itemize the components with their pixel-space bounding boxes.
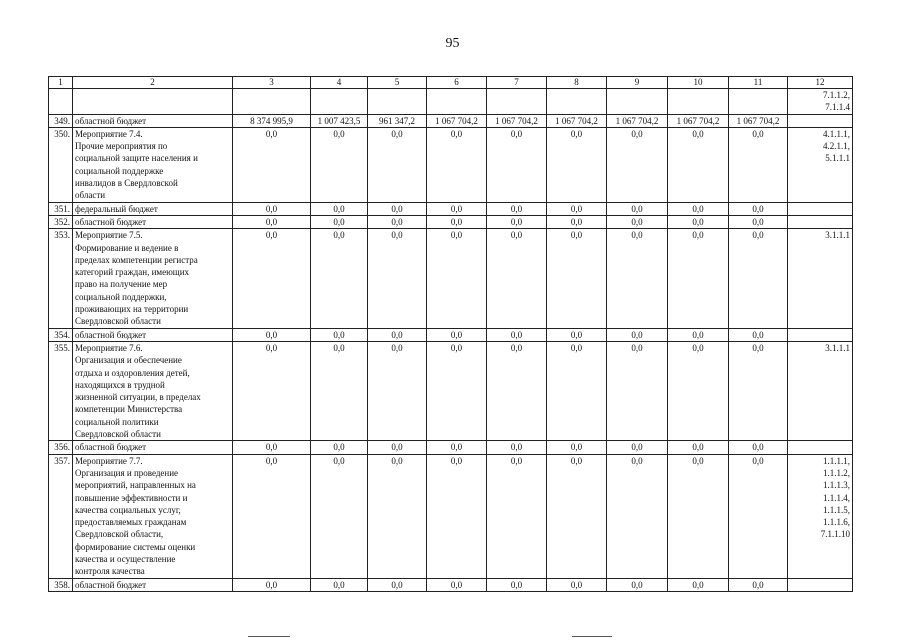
target-ref-line: 1.1.1.6, (823, 517, 850, 528)
header-cell: 1 (49, 77, 73, 89)
value-cell: 0,0 (233, 229, 311, 328)
row-name-line: контроля качества (75, 566, 145, 577)
table-row (49, 441, 853, 454)
value-cell: 0,0 (311, 328, 368, 341)
table-row (49, 328, 853, 341)
value-cell (607, 89, 668, 115)
row-name-line: Мероприятие 7.4. (75, 128, 143, 139)
row-number: 356. (49, 441, 73, 454)
value-cell: 0,0 (607, 341, 668, 440)
value-cell: 0,0 (607, 578, 668, 591)
row-name-line: категорий граждан, имеющих (75, 267, 190, 278)
target-refs (788, 127, 853, 202)
value-cell: 0,0 (233, 328, 311, 341)
row-number: 351. (49, 202, 73, 215)
target-ref-line: 1.1.1.2, (823, 467, 850, 478)
row-number: 352. (49, 215, 73, 228)
row-name-line: компетенции Министерства (75, 404, 183, 415)
row-name-line: областной бюджет (75, 216, 147, 227)
value-cell: 0,0 (668, 127, 729, 202)
value-cell: 1 067 704,2 (487, 114, 547, 127)
target-refs (788, 114, 853, 127)
row-number: 349. (49, 114, 73, 127)
header-cell: 8 (547, 77, 607, 89)
value-cell: 0,0 (368, 202, 427, 215)
row-name (73, 341, 233, 440)
value-cell: 0,0 (668, 202, 729, 215)
footer-rule-left (248, 636, 290, 637)
target-ref-line: 7.1.1.2, (823, 90, 850, 100)
value-cell (427, 89, 487, 115)
row-name-line: отдыха и оздоровления детей, (75, 367, 190, 378)
row-name-line: жизненной ситуации, в пределах (75, 392, 201, 403)
value-cell: 0,0 (427, 215, 487, 228)
value-cell (729, 89, 788, 115)
value-cell: 0,0 (547, 441, 607, 454)
value-cell: 0,0 (668, 441, 729, 454)
target-refs (788, 328, 853, 341)
row-name-line: Свердловской области (75, 429, 161, 440)
header-cell: 3 (233, 77, 311, 89)
table-row (49, 341, 853, 440)
target-ref-line: 4.2.1.1, (823, 141, 850, 152)
value-cell: 1 067 704,2 (547, 114, 607, 127)
row-name-line: Мероприятие 7.5. (75, 230, 143, 241)
row-number (49, 89, 73, 115)
value-cell: 0,0 (487, 328, 547, 341)
row-name-line: инвалидов в Свердловской (75, 178, 178, 189)
value-cell: 0,0 (607, 454, 668, 578)
value-cell: 0,0 (487, 127, 547, 202)
row-name-line: Организация и обеспечение (75, 355, 182, 366)
header-cell: 6 (427, 77, 487, 89)
row-name-line: федеральный бюджет (75, 203, 158, 214)
value-cell: 0,0 (729, 328, 788, 341)
row-name-line: проживающих на территории (75, 304, 189, 315)
value-cell: 0,0 (668, 341, 729, 440)
row-name (73, 215, 233, 228)
target-ref-line: 7.1.1.10 (820, 529, 850, 540)
target-refs (788, 202, 853, 215)
value-cell: 0,0 (487, 215, 547, 228)
row-name (73, 127, 233, 202)
header-cell: 4 (311, 77, 368, 89)
value-cell: 0,0 (368, 328, 427, 341)
header-cell: 11 (729, 77, 788, 89)
value-cell: 0,0 (668, 328, 729, 341)
value-cell: 0,0 (427, 328, 487, 341)
row-name-line: качества и осуществление (75, 553, 176, 564)
target-refs (788, 454, 853, 578)
value-cell: 0,0 (729, 127, 788, 202)
row-name-line: Свердловской области, (75, 529, 164, 540)
row-name (73, 454, 233, 578)
row-name-line: качества социальных услуг, (75, 504, 181, 515)
target-ref-line: 1.1.1.4, (823, 492, 850, 503)
value-cell: 0,0 (311, 341, 368, 440)
value-cell: 0,0 (607, 215, 668, 228)
value-cell: 0,0 (547, 127, 607, 202)
row-name (73, 328, 233, 341)
value-cell: 1 067 704,2 (427, 114, 487, 127)
header-cell: 2 (73, 77, 233, 89)
value-cell: 0,0 (487, 202, 547, 215)
value-cell: 0,0 (729, 341, 788, 440)
row-name (73, 202, 233, 215)
row-number: 357. (49, 454, 73, 578)
row-number: 353. (49, 229, 73, 328)
value-cell: 0,0 (233, 202, 311, 215)
value-cell: 0,0 (607, 328, 668, 341)
value-cell: 0,0 (368, 127, 427, 202)
value-cell: 0,0 (311, 229, 368, 328)
row-name-line: Мероприятие 7.6. (75, 342, 143, 353)
value-cell: 0,0 (607, 441, 668, 454)
value-cell: 0,0 (233, 341, 311, 440)
value-cell: 0,0 (368, 215, 427, 228)
table-body (49, 89, 853, 592)
row-name-line: находящихся в трудной (75, 379, 165, 390)
row-number: 358. (49, 578, 73, 591)
value-cell (311, 89, 368, 115)
target-refs (788, 441, 853, 454)
value-cell: 0,0 (729, 215, 788, 228)
value-cell: 0,0 (368, 229, 427, 328)
row-name (73, 441, 233, 454)
value-cell: 0,0 (729, 454, 788, 578)
row-name-line: областной бюджет (75, 115, 147, 126)
value-cell: 0,0 (487, 454, 547, 578)
value-cell: 0,0 (729, 202, 788, 215)
value-cell: 0,0 (607, 202, 668, 215)
row-name-line: социальной поддержки, (75, 291, 167, 302)
table-row (49, 578, 853, 591)
value-cell: 0,0 (311, 578, 368, 591)
row-name-line: предоставляемых гражданам (75, 517, 187, 528)
row-name-line: пределах компетенции регистра (75, 254, 198, 265)
row-name-line: формирование системы оценки (75, 541, 196, 552)
target-ref-line: 7.1.1.4 (825, 102, 850, 113)
value-cell: 8 374 995,9 (233, 114, 311, 127)
value-cell: 0,0 (668, 215, 729, 228)
row-name (73, 578, 233, 591)
row-name-line: Прочие мероприятия по (75, 141, 168, 152)
table-row (49, 215, 853, 228)
value-cell: 0,0 (427, 229, 487, 328)
target-refs (788, 215, 853, 228)
value-cell: 0,0 (668, 454, 729, 578)
row-name-line: областной бюджет (75, 442, 147, 453)
value-cell: 0,0 (311, 454, 368, 578)
table-row (49, 127, 853, 202)
value-cell: 0,0 (427, 127, 487, 202)
value-cell: 0,0 (368, 441, 427, 454)
value-cell: 0,0 (427, 578, 487, 591)
table-row (49, 89, 853, 115)
value-cell: 0,0 (368, 578, 427, 591)
row-name-line: социальной политики (75, 416, 159, 427)
value-cell: 0,0 (729, 229, 788, 328)
value-cell: 0,0 (607, 127, 668, 202)
budget-table (48, 76, 853, 592)
row-name-line: повышение эффективности и (75, 492, 188, 503)
row-name-line: областной бюджет (75, 579, 147, 590)
value-cell: 1 067 704,2 (729, 114, 788, 127)
value-cell: 0,0 (487, 441, 547, 454)
row-name-line: социальной поддержке (75, 165, 164, 176)
value-cell: 0,0 (427, 341, 487, 440)
value-cell: 0,0 (311, 441, 368, 454)
value-cell: 961 347,2 (368, 114, 427, 127)
value-cell: 0,0 (233, 454, 311, 578)
table-row (49, 454, 853, 578)
value-cell: 0,0 (427, 454, 487, 578)
row-name (73, 89, 233, 115)
value-cell: 0,0 (547, 215, 607, 228)
value-cell: 1 067 704,2 (607, 114, 668, 127)
value-cell (487, 89, 547, 115)
value-cell: 1 007 423,5 (311, 114, 368, 127)
value-cell: 0,0 (233, 127, 311, 202)
header-cell: 7 (487, 77, 547, 89)
header-row (49, 77, 853, 89)
value-cell: 0,0 (547, 341, 607, 440)
row-name-line: области (75, 190, 106, 201)
value-cell: 0,0 (427, 441, 487, 454)
value-cell: 1 067 704,2 (668, 114, 729, 127)
value-cell: 0,0 (547, 202, 607, 215)
value-cell: 0,0 (547, 229, 607, 328)
row-number: 354. (49, 328, 73, 341)
row-name-line: мероприятий, направленных на (75, 480, 196, 491)
row-name-line: Организация и проведение (75, 467, 179, 478)
row-name-line: Формирование и ведение в (75, 242, 179, 253)
value-cell: 0,0 (729, 578, 788, 591)
value-cell: 0,0 (729, 441, 788, 454)
target-ref-line: 4.1.1.1, (823, 128, 850, 139)
value-cell: 0,0 (547, 328, 607, 341)
header-cell: 10 (668, 77, 729, 89)
target-refs (788, 89, 853, 115)
value-cell: 0,0 (668, 229, 729, 328)
target-ref-line: 1.1.1.1, (823, 455, 850, 466)
row-name (73, 114, 233, 127)
value-cell: 0,0 (233, 441, 311, 454)
header-cell: 5 (368, 77, 427, 89)
value-cell: 0,0 (368, 341, 427, 440)
value-cell: 0,0 (233, 578, 311, 591)
value-cell: 0,0 (668, 578, 729, 591)
row-name-line: право на получение мер (75, 279, 168, 290)
target-ref-line: 3.1.1.1 (825, 230, 850, 241)
value-cell: 0,0 (311, 215, 368, 228)
row-name (73, 229, 233, 328)
row-name-line: Свердловской области (75, 316, 161, 327)
value-cell: 0,0 (311, 127, 368, 202)
value-cell (668, 89, 729, 115)
value-cell: 0,0 (427, 202, 487, 215)
target-ref-line: 5.1.1.1 (825, 153, 850, 164)
value-cell: 0,0 (547, 454, 607, 578)
table-row (49, 229, 853, 328)
value-cell: 0,0 (487, 341, 547, 440)
table-row (49, 114, 853, 127)
target-ref-line: 3.1.1.1 (825, 342, 850, 353)
footer-rule-right (572, 636, 612, 637)
row-number: 350. (49, 127, 73, 202)
row-name-line: Мероприятие 7.7. (75, 455, 143, 466)
value-cell (233, 89, 311, 115)
row-name-line: социальной защите населения и (75, 153, 198, 164)
value-cell (547, 89, 607, 115)
header-cell: 12 (788, 77, 853, 89)
value-cell: 0,0 (233, 215, 311, 228)
page-number: 95 (445, 36, 460, 51)
value-cell: 0,0 (547, 578, 607, 591)
target-refs (788, 229, 853, 328)
value-cell: 0,0 (487, 578, 547, 591)
target-ref-line: 1.1.1.3, (823, 480, 850, 491)
header-cell: 9 (607, 77, 668, 89)
value-cell: 0,0 (607, 229, 668, 328)
target-refs (788, 341, 853, 440)
row-number: 355. (49, 341, 73, 440)
target-refs (788, 578, 853, 591)
value-cell: 0,0 (311, 202, 368, 215)
value-cell (368, 89, 427, 115)
row-name-line: областной бюджет (75, 329, 147, 340)
value-cell: 0,0 (368, 454, 427, 578)
table-row (49, 202, 853, 215)
value-cell: 0,0 (487, 229, 547, 328)
target-ref-line: 1.1.1.5, (823, 504, 850, 515)
